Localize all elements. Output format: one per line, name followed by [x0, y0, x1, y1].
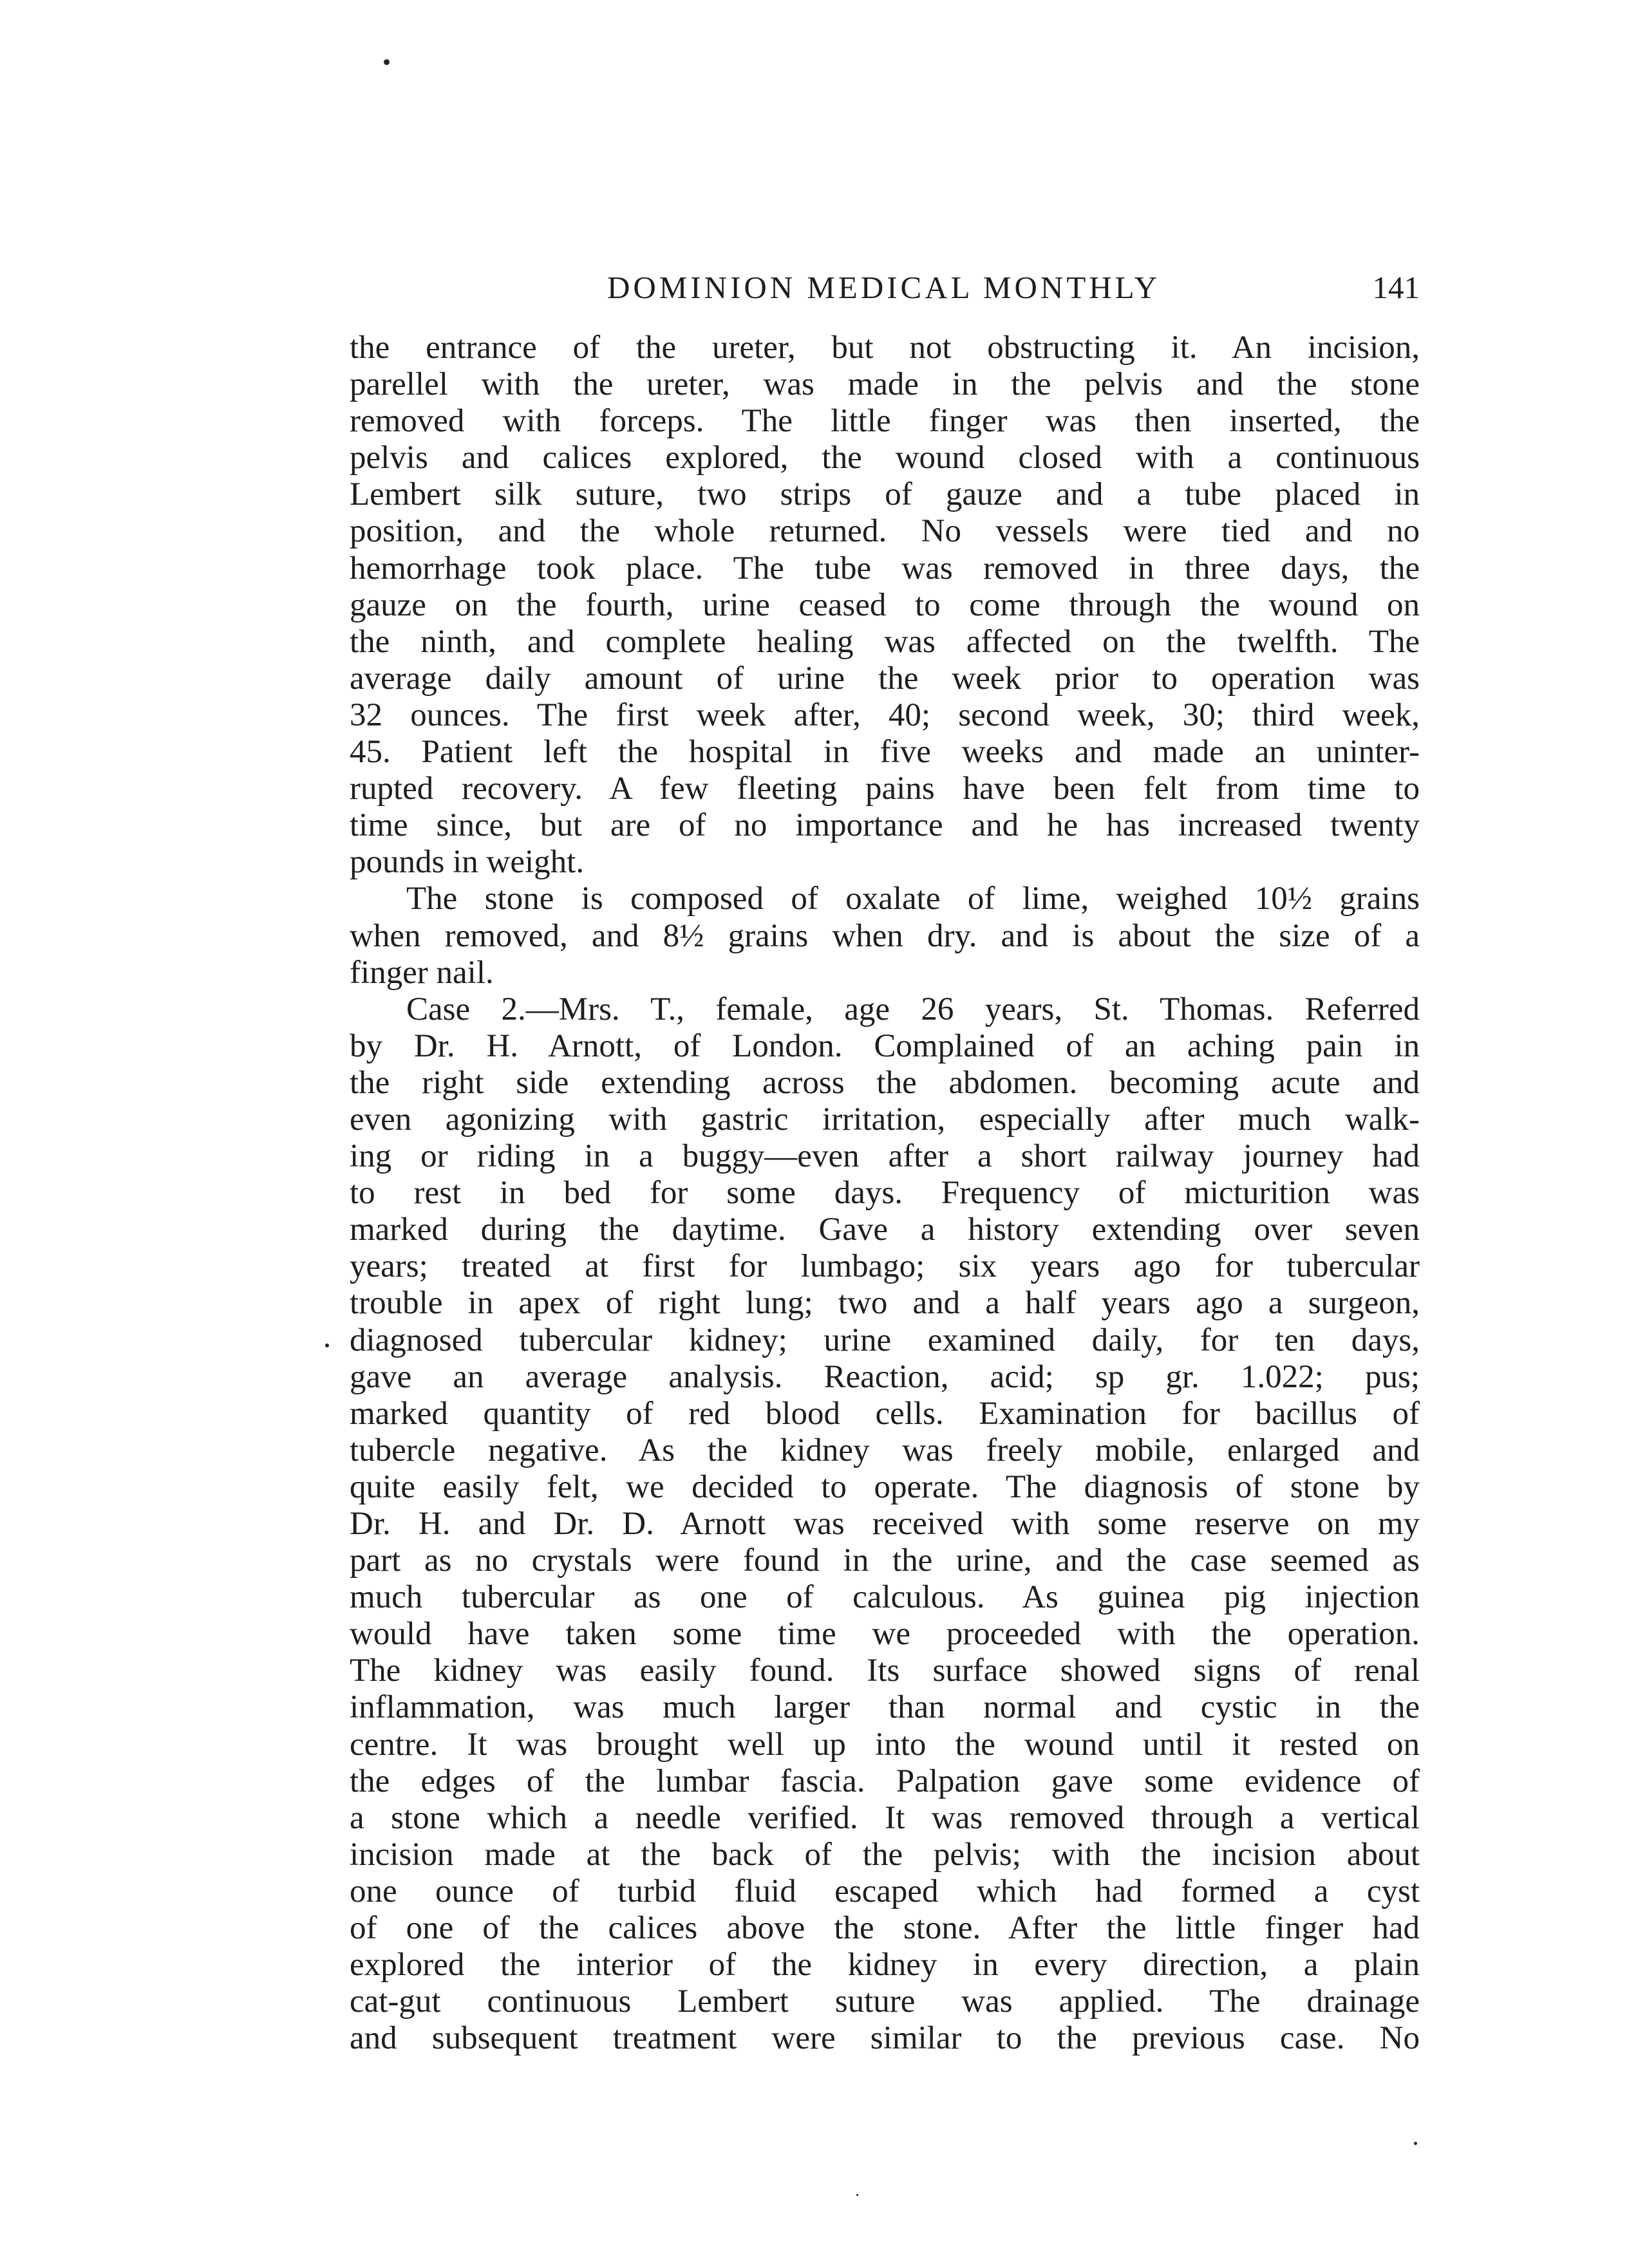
text-line: and subsequent treatment were similar to the previous case. No: [350, 2020, 1420, 2057]
text-line: years; treated at first for lumbago; six years ago for tubercular: [350, 1248, 1420, 1285]
article-body: [350, 330, 1420, 2057]
journal-title: DOMINION MEDICAL MONTHLY: [607, 270, 1161, 305]
text-line: the edges of the lumbar fascia. Palpation gave some evidence of: [350, 1763, 1420, 1799]
text-line: ing or riding in a buggy—even after a short railway journey had: [350, 1138, 1420, 1175]
text-line: of one of the calices above the stone. After the little finger had: [350, 1910, 1420, 1947]
text-line: quite easily felt, we decided to operate. The diagnosis of stone by: [350, 1468, 1420, 1505]
text-line: explored the interior of the kidney in every direction, a plain: [350, 1947, 1420, 1983]
text-line: to rest in bed for some days. Frequency of micturition was: [350, 1175, 1420, 1212]
text-line: position, and the whole returned. No vessels were tied and no: [350, 513, 1420, 550]
text-line: gauze on the fourth, urine ceased to come through the wound on: [350, 586, 1420, 623]
ink-speck: [856, 2194, 858, 2196]
text-line: a stone which a needle verified. It was removed through a vertical: [350, 1799, 1420, 1836]
ink-speck: [384, 59, 390, 65]
text-line: incision made at the back of the pelvis; with the incision about: [350, 1836, 1420, 1873]
text-line: rupted recovery. A few fleeting pains have been felt from time to: [350, 771, 1420, 807]
running-head: [348, 265, 1420, 310]
text-line: finger nail.: [350, 954, 494, 991]
text-line: centre. It was brought well up into the wound until it rested on: [350, 1726, 1420, 1763]
text-line: part as no crystals were found in the urine, and the case seemed as: [350, 1542, 1420, 1579]
ink-speck: [325, 1344, 329, 1347]
text-line: pelvis and calices explored, the wound closed with a continuous: [350, 440, 1420, 476]
case-heading-line: Case 2.—Mrs. T., female, age 26 years, St. Thomas. Referred: [406, 991, 1420, 1027]
text-line: the right side extending across the abdomen. becoming acute and: [350, 1064, 1420, 1101]
text-line: 32 ounces. The first week after, 40; second week, 30; third week,: [350, 697, 1420, 733]
ink-speck: [1414, 2142, 1417, 2145]
text-line: hemorrhage took place. The tube was removed in three days, the: [350, 550, 1420, 586]
text-line: by Dr. H. Arnott, of London. Complained of an aching pain in: [350, 1027, 1420, 1064]
text-line: average daily amount of urine the week prior to operation was: [350, 660, 1420, 697]
text-line: 45. Patient left the hospital in five weeks and made an uninter-: [350, 734, 1420, 771]
paragraph-start-line: The stone is composed of oxalate of lime, weighed 10½ grains: [406, 881, 1420, 917]
text-line: much tubercular as one of calculous. As guinea pig injection: [350, 1579, 1420, 1616]
text-line: removed with forceps. The little finger was then inserted, the: [350, 403, 1420, 440]
text-line: one ounce of turbid fluid escaped which had formed a cyst: [350, 1873, 1420, 1909]
text-line: diagnosed tubercular kidney; urine examined daily, for ten days,: [350, 1322, 1420, 1358]
text-line: the ninth, and complete healing was affected on the twelfth. The: [350, 623, 1420, 660]
text-line: Lembert silk suture, two strips of gauze and a tube placed in: [350, 476, 1420, 513]
text-line: when removed, and 8½ grains when dry. and is about the size of a: [350, 917, 1420, 954]
text-line: cat-gut continuous Lembert suture was applied. The drainage: [350, 1983, 1420, 2020]
text-line: trouble in apex of right lung; two and a half years ago a surgeon,: [350, 1285, 1420, 1322]
page-number: 141: [1372, 270, 1420, 305]
text-line: gave an average analysis. Reaction, acid; sp gr. 1.022; pus;: [350, 1358, 1420, 1395]
text-line: inflammation, was much larger than normal and cystic in the: [350, 1689, 1420, 1726]
text-line: time since, but are of no importance and he has increased twenty: [350, 807, 1420, 844]
text-line: tubercle negative. As the kidney was freely mobile, enlarged and: [350, 1432, 1420, 1468]
text-line: Dr. H. and Dr. D. Arnott was received with some reserve on my: [350, 1506, 1420, 1542]
text-line: parellel with the ureter, was made in the pelvis and the stone: [350, 366, 1420, 403]
text-line: The kidney was easily found. Its surface showed signs of renal: [350, 1653, 1420, 1689]
text-line: even agonizing with gastric irritation, especially after much walk-: [350, 1101, 1420, 1138]
text-line: marked quantity of red blood cells. Examination for bacillus of: [350, 1395, 1420, 1432]
text-line: marked during the daytime. Gave a history extending over seven: [350, 1212, 1420, 1248]
text-line: the entrance of the ureter, but not obstructing it. An incision,: [350, 330, 1420, 366]
text-line: would have taken some time we proceeded with the operation.: [350, 1616, 1420, 1653]
text-line: pounds in weight.: [350, 844, 585, 881]
